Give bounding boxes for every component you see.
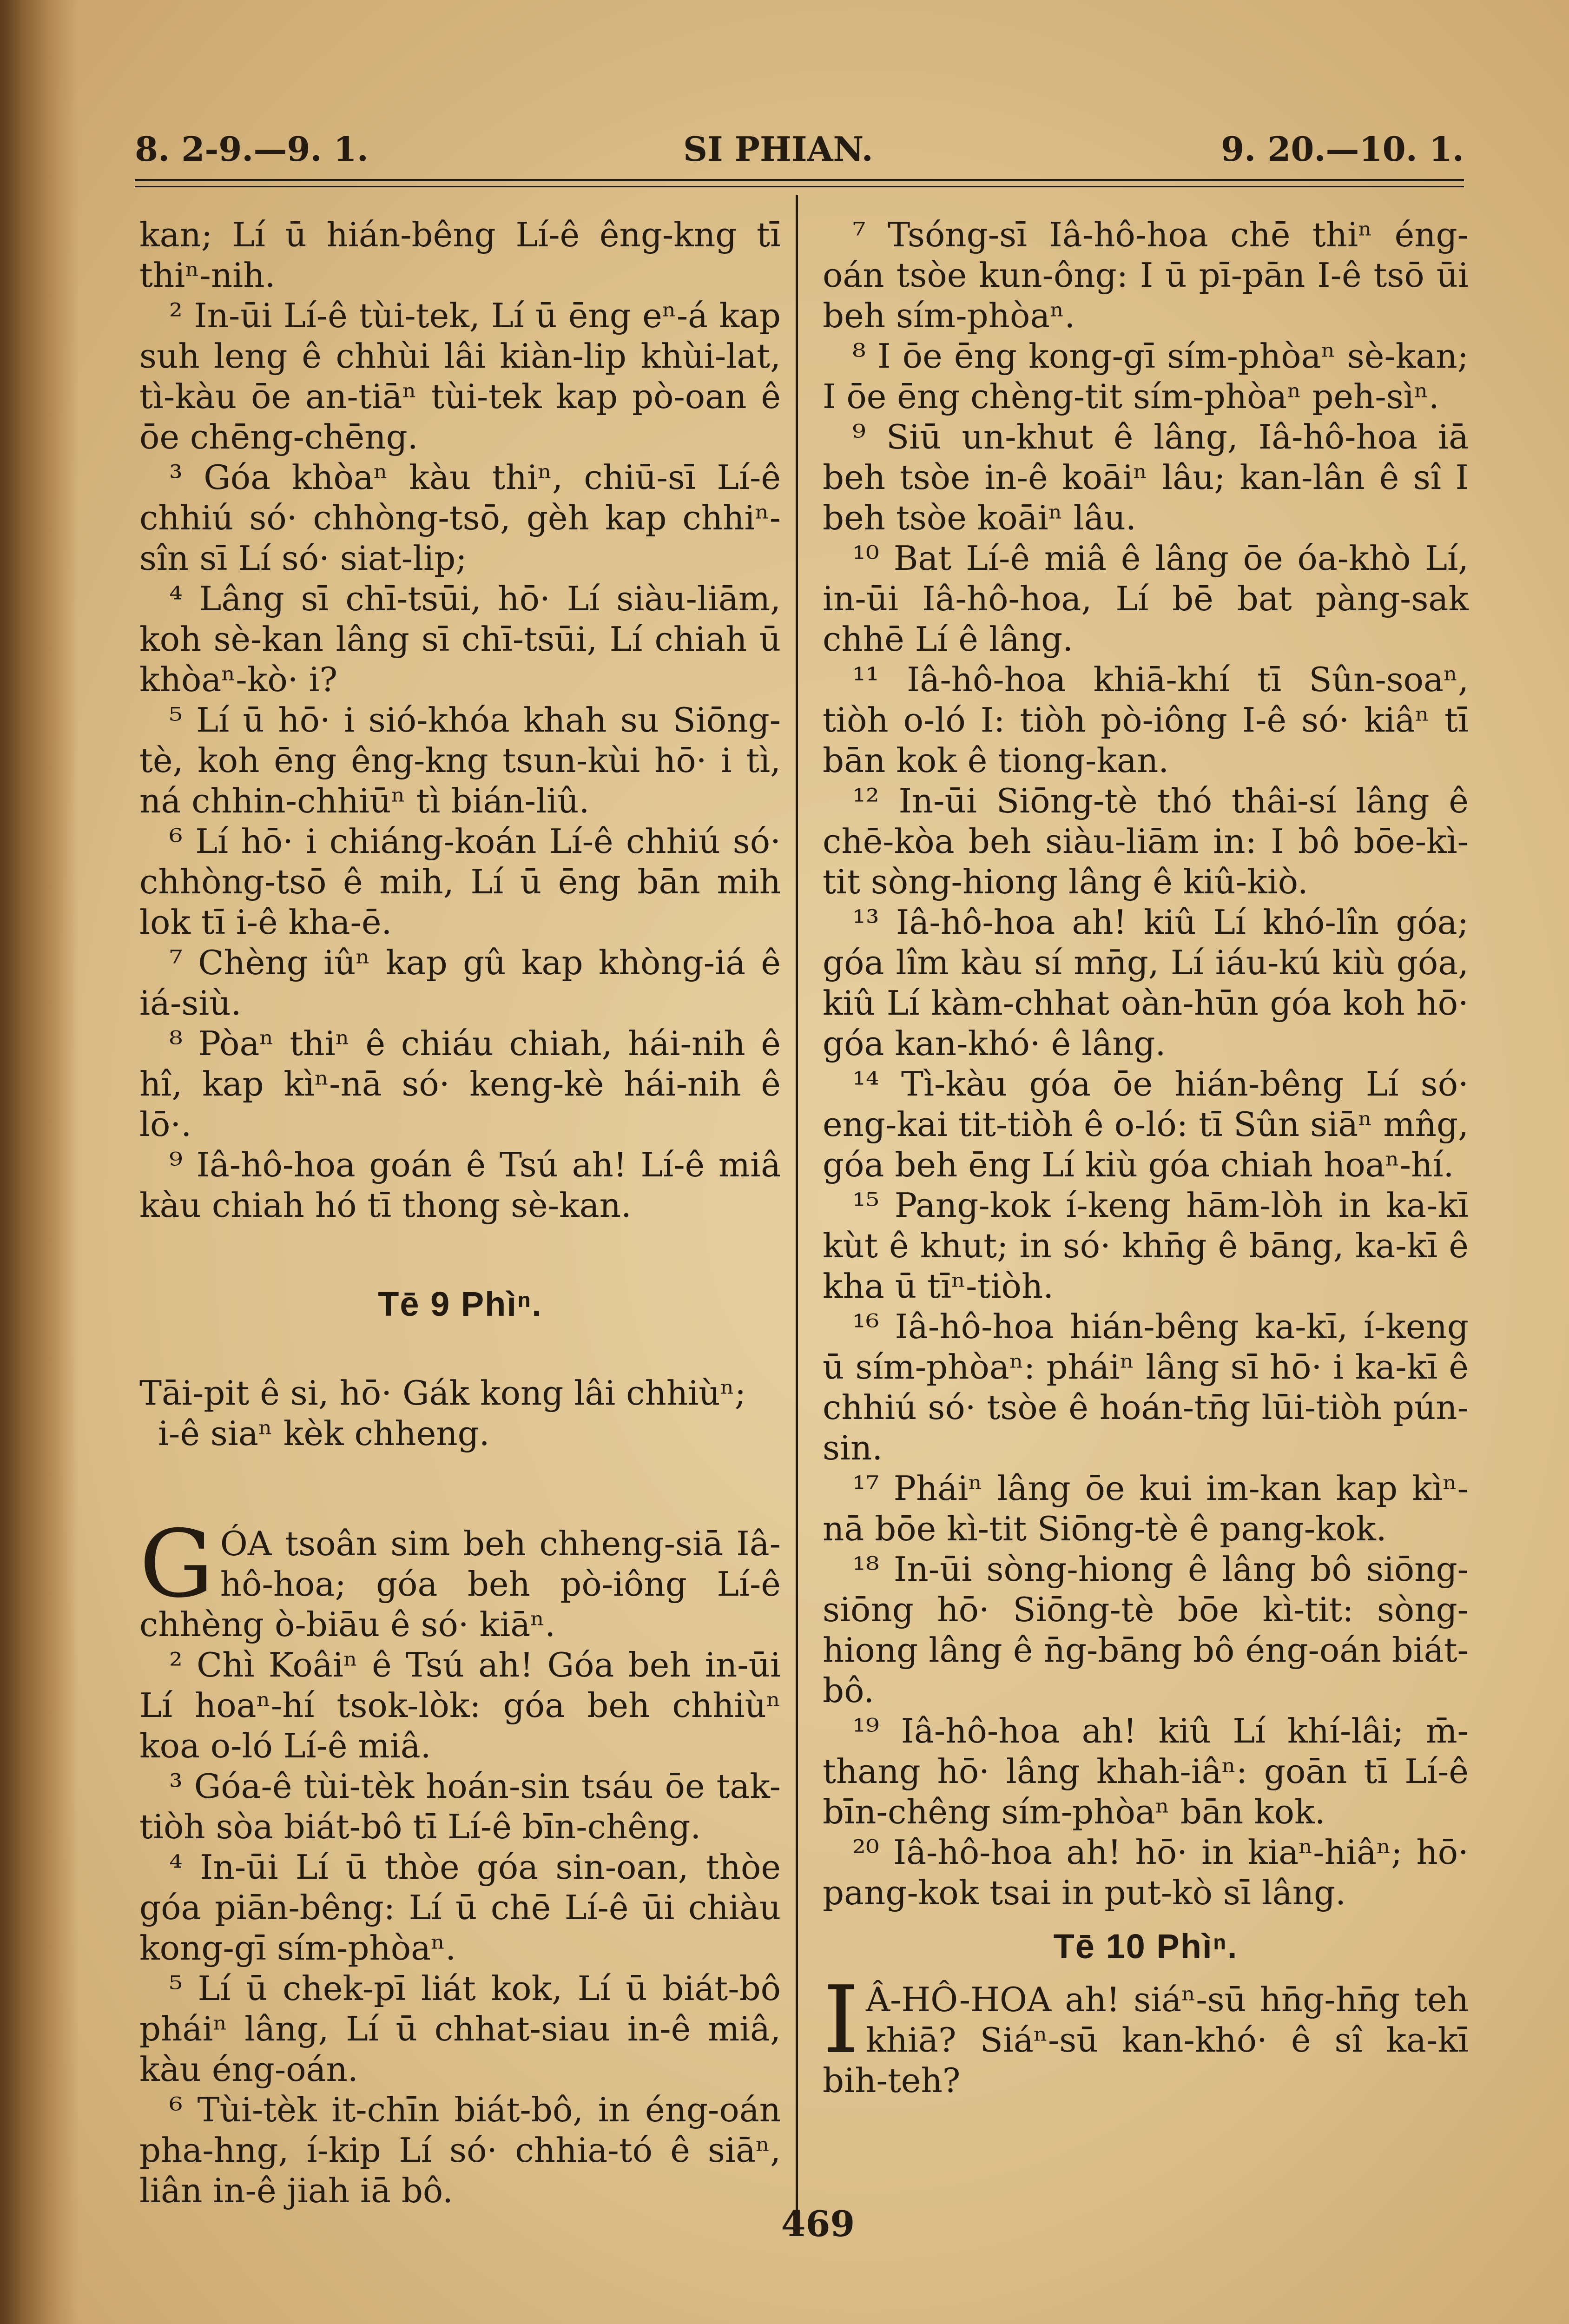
- drop-cap-letter: I: [823, 1966, 860, 2074]
- header-book-title: SI PHIAN.: [683, 129, 873, 169]
- verse-text: ⁸ I ōe ēng kong-gī sím-phòaⁿ sè-kan; I ōe ēng chèng-tit sím-phòaⁿ peh-sìⁿ.: [823, 337, 1469, 416]
- verse-text: ⁵ Lí ū hō· i sió-khóa khah su Siōng-tè, koh ēng êng-kng tsun-kùi hō· i tì, ná chhin-chhiūⁿ tì bián-liû.: [139, 700, 781, 820]
- verse-text: ³ Góa-ê tùi-tèk hoán-sin tsáu ōe tak-tiòh sòa biát-bô tī Lí-ê bīn-chêng.: [139, 1767, 781, 1846]
- header-right-reference: 9. 20.—10. 1.: [1221, 129, 1464, 169]
- verse-text: ⁶ Tùi-tèk it-chīn biát-bô, in éng-oán pha-hng, í-kip Lí só· chhia-tó ê siāⁿ, liân in-ê jiah iā bô.: [139, 2090, 781, 2210]
- column-divider: [796, 195, 798, 2231]
- verse-text: ¹⁰ Bat Lí-ê miâ ê lâng ōe óa-khò Lí, in-ūi Iâ-hô-hoa, Lí bē bat pàng-sak chhē Lí ê lâng.: [823, 539, 1469, 659]
- verse-text: ⁴ In-ūi Lí ū thòe góa sin-oan, thòe góa piān-bêng: Lí ū chē Lí-ê ūi chiàu kong-gī sím-phòaⁿ.: [139, 1848, 781, 1967]
- superscription-line: Tāi-pit ê si, hō· Gák kong lâi chhiùⁿ;: [139, 1373, 746, 1413]
- psalm-superscription: [139, 1373, 781, 1454]
- header-left-reference: 8. 2-9.—9. 1.: [135, 129, 369, 169]
- page-number: 469: [781, 2203, 855, 2245]
- verse-text: ⁷ Chèng iûⁿ kap gû kap khòng-iá ê iá-siù.: [139, 943, 781, 1023]
- header-rule-thin: [135, 186, 1464, 187]
- verse-text: ÓA tsoân sim beh chheng-siā Iâ-hô-hoa; góa beh pò-iông Lí-ê chhèng ò-biāu ê só· kiāⁿ.: [139, 1524, 781, 1644]
- verse-text: kan; Lí ū hián-bêng Lí-ê êng-kng tī thiⁿ-nih.: [139, 215, 781, 295]
- verse-text: ¹² In-ūi Siōng-tè thó thâi-sí lâng ê chē-kòa beh siàu-liām in: I bô bōe-kì-tit sòng-hiong lâng ê kiû-kiò.: [823, 781, 1469, 901]
- verse-text: ² In-ūi Lí-ê tùi-tek, Lí ū ēng eⁿ-á kap suh leng ê chhùi lâi kiàn-lip khùi-lat, tì-kàu ōe an-tiāⁿ tùi-tek kap pò-oan ê ōe chēng-chēng.: [139, 296, 781, 456]
- right-column: [823, 215, 1469, 2101]
- verse-text: ⁷ Tsóng-sī Iâ-hô-hoa chē thiⁿ éng-oán tsòe kun-ông: I ū pī-pān I-ê tsō ūi beh sím-phòaⁿ.: [823, 215, 1469, 335]
- verse-text: ¹⁶ Iâ-hô-hoa hián-bêng ka-kī, í-keng ū sím-phòaⁿ: pháiⁿ lâng sī hō· i ka-kī ê chhiú só· tsòe ê hoán-tn̄g lūi-tiòh pún-sin.: [823, 1307, 1469, 1467]
- chapter-heading-10: Tē 10 Phìⁿ.: [1053, 1927, 1238, 1966]
- verse-text: ² Chì Koâiⁿ ê Tsú ah! Góa beh in-ūi Lí hoaⁿ-hí tsok-lòk: góa beh chhiùⁿ koa o-ló Lí-ê miâ.: [139, 1645, 781, 1765]
- verse-text: ¹⁸ In-ūi sòng-hiong ê lâng bô siōng-siōng hō· Siōng-tè bōe kì-tit: sòng-hiong lâng ê n̄g-bāng bô éng-oán biát-bô.: [823, 1550, 1469, 1710]
- left-column: [139, 215, 781, 2211]
- header-rule-thick: [135, 179, 1464, 181]
- verse-text: ¹³ Iâ-hô-hoa ah! kiû Lí khó-lîn góa; góa lîm kàu sí mn̄g, Lí iáu-kú kiù góa, kiû Lí kàm-chhat oàn-hūn góa koh hō· góa kan-khó· ê lâng.: [823, 903, 1469, 1063]
- chapter-heading-9: Tē 9 Phìⁿ.: [378, 1285, 542, 1323]
- drop-cap-letter: G: [139, 1510, 214, 1618]
- verse-text: ⁶ Lí hō· i chiáng-koán Lí-ê chhiú só· chhòng-tsō ê mih, Lí ū ēng bān mih lok tī i-ê kha-ē.: [139, 822, 781, 942]
- verse-text: ¹⁹ Iâ-hô-hoa ah! kiû Lí khí-lâi; m̄-thang hō· lâng khah-iâⁿ: goān tī Lí-ê bīn-chêng sím-phòaⁿ bān kok.: [823, 1711, 1469, 1831]
- chapter-10-first-verse: [823, 1966, 1469, 2101]
- verse-text: ⁴ Lâng sī chī-tsūi, hō· Lí siàu-liām, koh sè-kan lâng sī chī-tsūi, Lí chiah ū khòaⁿ-kò· i?: [139, 579, 781, 699]
- running-header: [135, 129, 1469, 171]
- verse-text: ⁸ Pòaⁿ thiⁿ ê chiáu chiah, hái-nih ê hî, kap kìⁿ-nā só· keng-kè hái-nih ê lō·.: [139, 1024, 781, 1144]
- verse-text: ¹⁴ Tì-kàu góa ōe hián-bêng Lí só· eng-kai tit-tiòh ê o-ló: tī Sûn siāⁿ mn̂g, góa beh ēng Lí kiù góa chiah hoaⁿ-hí.: [823, 1064, 1469, 1184]
- verse-text: ³ Góa khòaⁿ kàu thiⁿ, chiū-sī Lí-ê chhiú só· chhòng-tsō, gèh kap chhiⁿ-sîn sī Lí só· siat-lip;: [139, 458, 781, 578]
- verse-text: ⁹ Iâ-hô-hoa goán ê Tsú ah! Lí-ê miâ kàu chiah hó tī thong sè-kan.: [139, 1145, 781, 1225]
- verse-text: ⁹ Siū un-khut ê lâng, Iâ-hô-hoa iā beh tsòe in-ê koāiⁿ lâu; kan-lân ê sî I beh tsòe koāiⁿ lâu.: [823, 417, 1469, 537]
- verse-text: ¹¹ Iâ-hô-hoa khiā-khí tī Sûn-soaⁿ, tiòh o-ló I: tiòh pò-iông I-ê só· kiâⁿ tī bān kok ê tiong-kan.: [823, 660, 1469, 780]
- verse-text: Â-HÔ-HOA ah! siáⁿ-sū hn̄g-hn̄g teh khiā? Siáⁿ-sū kan-khó· ê sî ka-kī bih-teh?: [823, 1980, 1469, 2100]
- verse-text: ⁵ Lí ū chek-pī liát kok, Lí ū biát-bô pháiⁿ lâng, Lí ū chhat-siau in-ê miâ, kàu éng-oán.: [139, 1969, 781, 2089]
- superscription-line: i-ê siaⁿ kèk chheng.: [158, 1414, 490, 1453]
- book-gutter-shadow: [0, 0, 79, 2324]
- verse-text: ¹⁷ Pháiⁿ lâng ōe kui im-kan kap kìⁿ-nā bōe kì-tit Siōng-tè ê pang-kok.: [823, 1469, 1469, 1548]
- verse-text: ²⁰ Iâ-hô-hoa ah! hō· in kiaⁿ-hiâⁿ; hō· pang-kok tsai in put-kò sī lâng.: [823, 1833, 1469, 1912]
- chapter-9-first-verse: [139, 1510, 781, 1645]
- verse-text: ¹⁵ Pang-kok í-keng hām-lòh in ka-kī kùt ê khut; in só· khn̄g ê bāng, ka-kī ê kha ū tīⁿ-tiòh.: [823, 1186, 1469, 1306]
